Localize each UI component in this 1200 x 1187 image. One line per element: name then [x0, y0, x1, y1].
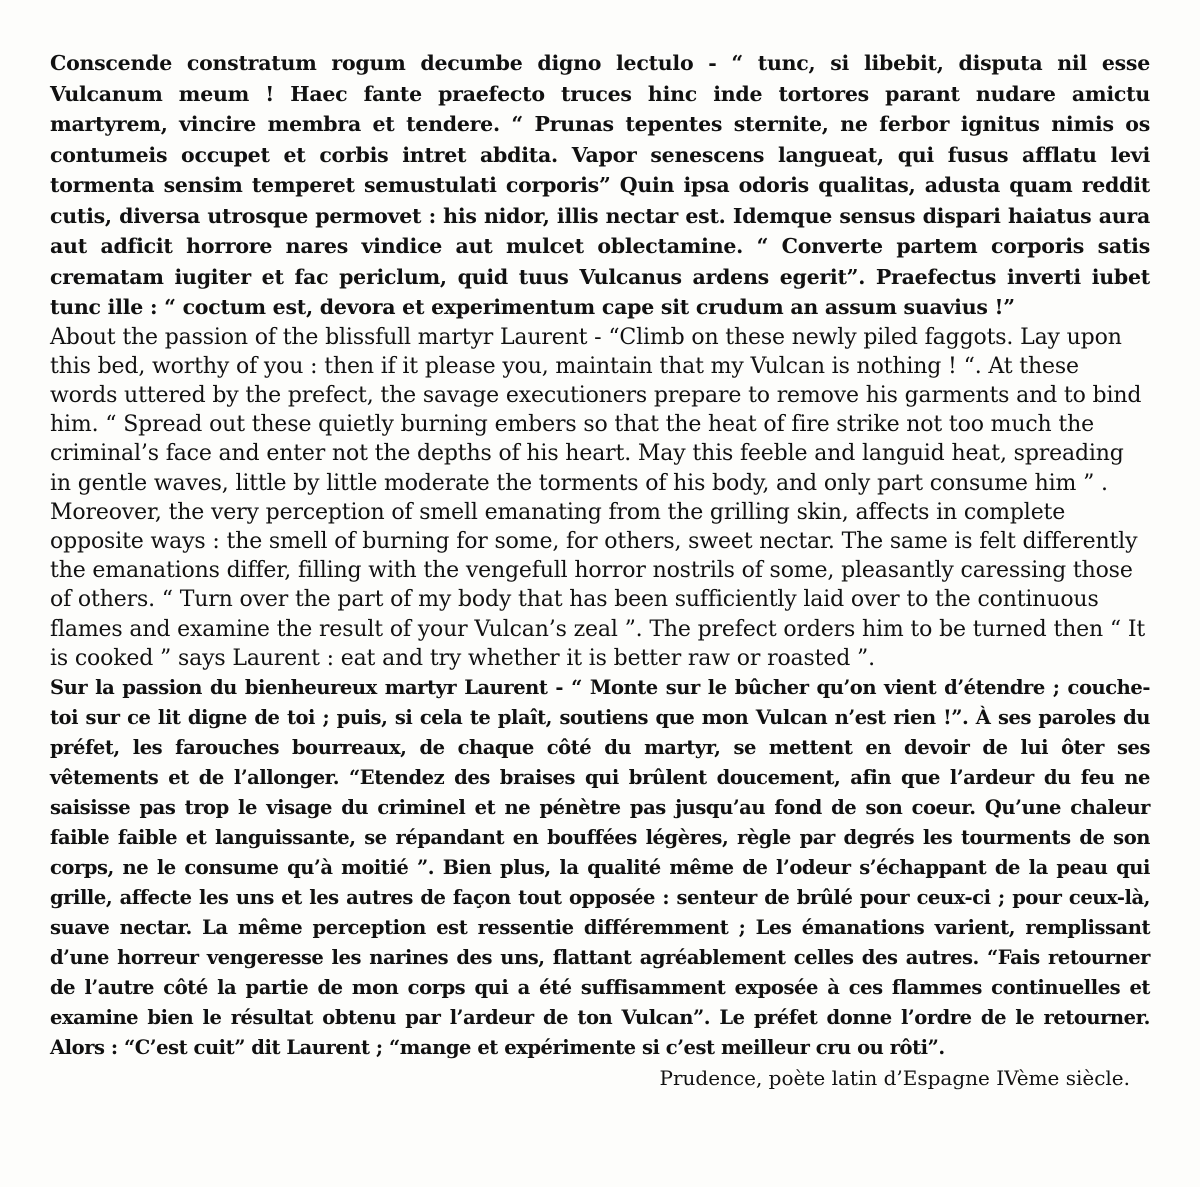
english-paragraph: About the passion of the blissfull martyr Laurent - “Climb on these newly piled faggots. Lay upon this bed, worthy of you : then if it please you, maintain that my Vulcan is nothing ! “. At these words uttered by the prefect, the savage executioners prepare to remove his garments and to bind him. “ Spread out these quietly burning embers so that the heat of fire strike not too much the criminal’s face and enter not the depths of his heart. May this feeble and languid heat, spreading in gentle waves, little by little moderate the torments of his body, and only part consume him ” . Moreover, the very perception of smell emanating from the grilling skin, affects in complete opposite ways : the smell of burning for some, for others, sweet nectar. The same is felt differently the emanations differ, filling with the vengefull horror nostrils of some, pleasantly caressing those of others. “ Turn over the part of my body that has been sufficiently laid over to the continuous flames and examine the result of your Vulcan’s zeal ”. The prefect orders him to be turned then “ It is cooked ” says Laurent : eat and try whether it is better raw or roasted ”. [50, 324, 1146, 671]
french-paragraph: Sur la passion du bienheureux martyr Laurent - “ Monte sur le bûcher qu’on vient d’étendre ; couche-toi sur ce lit digne de toi ; puis, si cela te plaît, soutiens que mon Vulcan n’est rien !”. À ses paroles du préfet, les farouches bourreaux, de chaque côté du martyr, se mettent en devoir de lui ôter ses vêtements et de l’allonger. “Etendez des braises qui brûlent doucement, afin que l’ardeur du feu ne saisisse pas trop le visage du criminel et ne pénètre pas jusqu’au fond de son coeur. Qu’une chaleur faible faible et languissante, se répandant en bouffées légères, règle par degrés les tourments de son corps, ne le consume qu’à moitié ”. Bien plus, la qualité même de l’odeur s’échappant de la peau qui grille, affecte les uns et les autres de façon tout opposée : senteur de brûlé pour ceux-ci ; pour ceux-là, suave nectar. La même perception est ressentie différemment ; Les émanations varient, remplissant d’une horreur vengeresse les narines des uns, flattant agréablement celles des autres. “Fais retourner de l’autre côté la partie de mon corps qui a été suffisamment exposée à ces flammes continuelles et examine bien le résultat obtenu par l’ardeur de ton Vulcan”. Le préfet donne l’ordre de le retourner. Alors : “C’est cuit” dit Laurent ; “mange et expérimente si c’est meilleur cru ou rôti”. [50, 675, 1150, 1059]
attribution-line: Prudence, poète latin d’Espagne IVème siècle. [659, 1065, 1130, 1090]
document-page [50, 48, 1150, 1158]
latin-paragraph: Conscende constratum rogum decumbe digno lectulo - “ tunc, si libebit, disputa nil esse Vulcanum meum ! Haec fante praefecto truces hinc inde tortores parant nudare amictu martyrem, vincire membra et tendere. “ Prunas tepentes sternite, ne ferbor ignitus nimis os contumeis occupet et corbis intret abdita. Vapor senescens langueat, qui fusus afflatu levi tormenta sensim temperet semustulati corporis” Quin ipsa odoris qualitas, adusta quam reddit cutis, diversa utrosque permovet : his nidor, illis nectar est. Idemque sensus dispari haiatus aura aut adficit horrore nares vindice aut mulcet oblectamine. “ Converte partem corporis satis crematam iugiter et fac periclum, quid tuus Vulcanus ardens egerit”. Praefectus inverti iubet tunc ille : “ coctum est, devora et experimentum cape sit crudum an assum suavius !” [50, 51, 1150, 319]
